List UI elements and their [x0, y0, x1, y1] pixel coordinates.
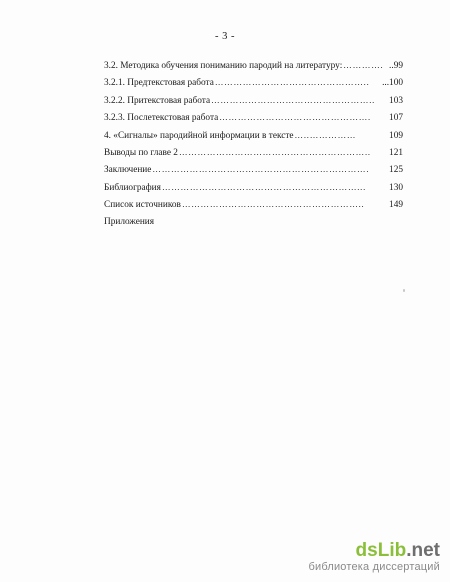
- toc-entry: [104, 144, 403, 161]
- toc-entry-page: 109: [389, 130, 403, 141]
- toc-entry-label: Приложения: [104, 216, 155, 227]
- toc-entry-label: Заключение: [104, 165, 152, 176]
- toc-entry-page: 130: [389, 182, 403, 193]
- toc-entry: [104, 127, 403, 144]
- toc-entry: [104, 161, 403, 178]
- dslib-watermark: [308, 541, 440, 574]
- toc-entry-leader: ………….: [343, 60, 384, 70]
- toc-entry: [104, 57, 403, 74]
- toc-entry: [104, 109, 403, 126]
- toc-entry-label: 3.2.1. Предтекстовая работа: [104, 78, 214, 89]
- toc-entry-page: ..99: [389, 61, 403, 71]
- toc-entry-leader: …………………………………………..: [214, 77, 370, 88]
- logo-ds: ds: [355, 540, 378, 561]
- toc-entry-label: Выводы по главе 2: [104, 147, 178, 158]
- logo-lib: Lib: [377, 540, 407, 561]
- toc-entry-page: 103: [389, 95, 403, 106]
- toc-entry-leader: …………………………………………………..: [181, 199, 365, 210]
- table-of-contents: [104, 57, 403, 231]
- toc-entry: [104, 179, 403, 196]
- toc-entry-page: 107: [389, 113, 403, 124]
- toc-entry-label: Список источников: [104, 200, 181, 211]
- toc-entry-page: ...100: [382, 78, 403, 89]
- toc-entry-page: 149: [389, 200, 403, 211]
- toc-entry-leader: ………………………………………………………...: [161, 181, 367, 192]
- toc-entry-label: 3.2.2. Притекстовая работа: [104, 95, 211, 106]
- toc-entry-label: 3.2. Методика обучения пониманию пародий на литературу:: [104, 61, 343, 71]
- toc-entry-page: 121: [389, 147, 403, 158]
- logo-net: .net: [406, 540, 440, 561]
- scan-speck: [403, 289, 405, 292]
- toc-entry: [104, 196, 403, 213]
- toc-entry-leader: …………………………………………………………….: [152, 164, 370, 175]
- toc-entry: [104, 92, 403, 109]
- toc-entry-page: 125: [389, 165, 403, 176]
- page-number: - 3 -: [215, 31, 235, 42]
- toc-entry-label: 3.2.3. Послетекстовая работа: [104, 113, 219, 124]
- toc-entry-appendix: [104, 214, 403, 231]
- toc-entry-label: 4. «Сигналы» пародийной информации в тексте: [104, 130, 294, 141]
- toc-entry-label: Библиография: [104, 182, 161, 193]
- toc-entry-leader: ……………………………………………..: [211, 94, 376, 105]
- toc-entry-leader: ………………………………………….: [219, 112, 371, 123]
- dslib-subtitle: библиотека диссертаций: [308, 561, 440, 573]
- toc-entry-leader: …..……………: [294, 129, 357, 140]
- toc-entry: [104, 74, 403, 91]
- toc-entry-leader: ……………………………………………………..: [178, 146, 371, 157]
- dslib-logo: [308, 541, 440, 561]
